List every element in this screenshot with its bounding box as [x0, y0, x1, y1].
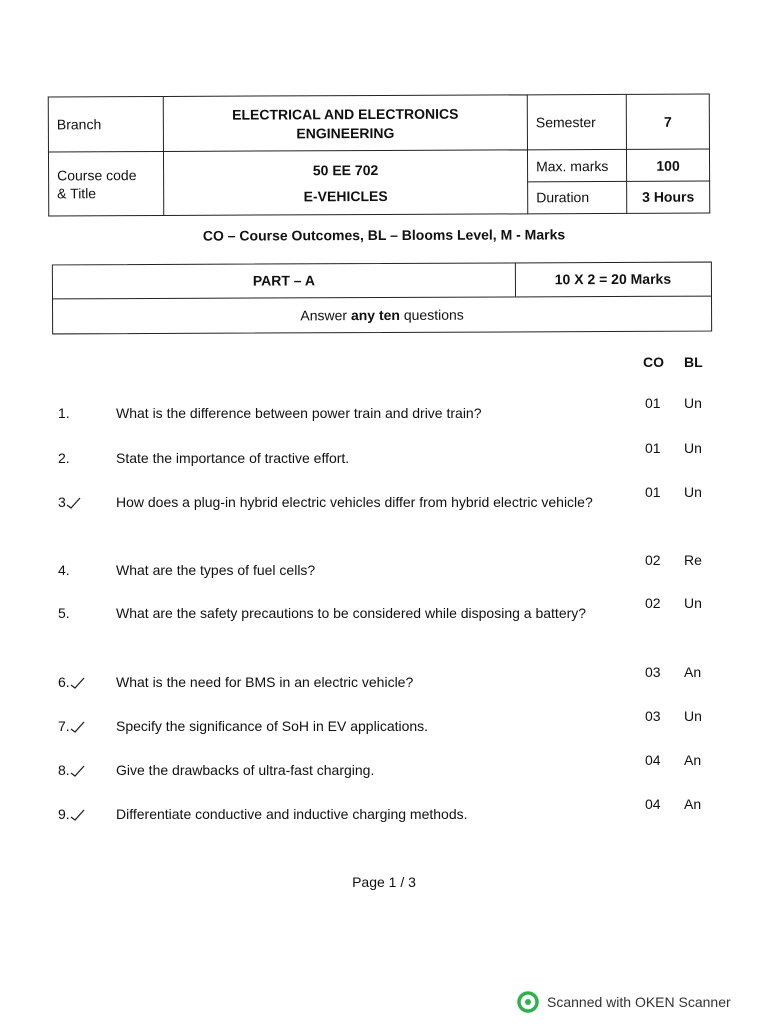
question-co: 01 — [645, 484, 661, 500]
question-number: 3 — [58, 494, 98, 510]
oken-logo-icon — [517, 991, 539, 1013]
duration-label: Duration — [528, 181, 627, 214]
question-number: 5. — [58, 605, 70, 621]
question-bl: Un — [684, 595, 702, 611]
max-marks-label: Max. marks — [527, 150, 626, 182]
question-text: What is the difference between power train and drive train? — [116, 405, 482, 421]
question-co: 04 — [645, 752, 661, 768]
question-number: 2. — [58, 450, 70, 466]
question-bl: Re — [684, 552, 702, 568]
course-code: 50 EE 702 — [312, 161, 379, 179]
legend-note: CO – Course Outcomes, BL – Blooms Level, M - Marks — [202, 226, 566, 244]
course-label: Course code & Title — [48, 152, 163, 216]
question-number: 7. — [58, 718, 98, 734]
question-bl: An — [684, 664, 702, 680]
question-co: 03 — [645, 664, 661, 680]
scanner-watermark — [517, 990, 731, 1014]
branch-label: Branch — [48, 96, 163, 152]
course-info-table — [48, 94, 711, 217]
question-bl: An — [684, 752, 702, 768]
semester-value: 7 — [626, 94, 709, 150]
part-instruction: Answer any ten questions — [300, 306, 464, 324]
question-bl: Un — [684, 708, 702, 724]
duration-value: 3 Hours — [627, 181, 710, 214]
question-bl: Un — [684, 484, 702, 500]
question-number: 4. — [58, 562, 70, 578]
part-a-box — [52, 262, 712, 335]
question-text: What is the need for BMS in an electric vehicle? — [116, 674, 414, 690]
question-text: State the importance of tractive effort. — [116, 450, 350, 466]
handwritten-tick-icon — [70, 765, 86, 777]
question-text: Specify the significance of SoH in EV applications. — [116, 718, 429, 734]
question-text: What are the types of fuel cells? — [116, 562, 316, 578]
max-marks-value: 100 — [626, 150, 709, 182]
question-text: What are the safety precautions to be considered while disposing a battery? — [116, 605, 587, 621]
question-co: 01 — [645, 440, 661, 456]
question-co: 02 — [645, 595, 661, 611]
scanner-text: Scanned with OKEN Scanner — [547, 994, 731, 1010]
question-number: 1. — [58, 405, 70, 421]
branch-value: ELECTRICAL AND ELECTRONICS ENGINEERING — [163, 95, 527, 152]
question-co: 02 — [645, 552, 661, 568]
bl-column-header: BL — [684, 354, 703, 370]
question-text: How does a plug-in hybrid electric vehicles differ from hybrid electric vehicle? — [116, 494, 593, 510]
question-text: Give the drawbacks of ultra-fast charging. — [116, 762, 375, 778]
co-column-header: CO — [643, 354, 664, 370]
handwritten-tick-icon — [70, 721, 86, 733]
handwritten-tick-icon — [66, 497, 82, 509]
semester-label: Semester — [527, 94, 626, 150]
page-number: Page 1 / 3 — [352, 874, 416, 890]
question-co: 04 — [645, 796, 661, 812]
handwritten-tick-icon — [70, 677, 86, 689]
part-marks: 10 X 2 = 20 Marks — [554, 270, 672, 288]
handwritten-tick-icon — [70, 809, 86, 821]
question-bl: An — [684, 796, 702, 812]
course-title: E-VEHICLES — [303, 187, 388, 205]
question-co: 01 — [645, 395, 661, 411]
question-number: 9. — [58, 806, 98, 822]
question-text: Differentiate conductive and inductive charging methods. — [116, 806, 468, 822]
question-number: 6. — [58, 674, 98, 690]
course-value — [163, 150, 527, 215]
question-bl: Un — [684, 395, 702, 411]
question-number: 8. — [58, 762, 98, 778]
part-title: PART – A — [53, 263, 516, 298]
question-co: 03 — [645, 708, 661, 724]
question-bl: Un — [684, 440, 702, 456]
